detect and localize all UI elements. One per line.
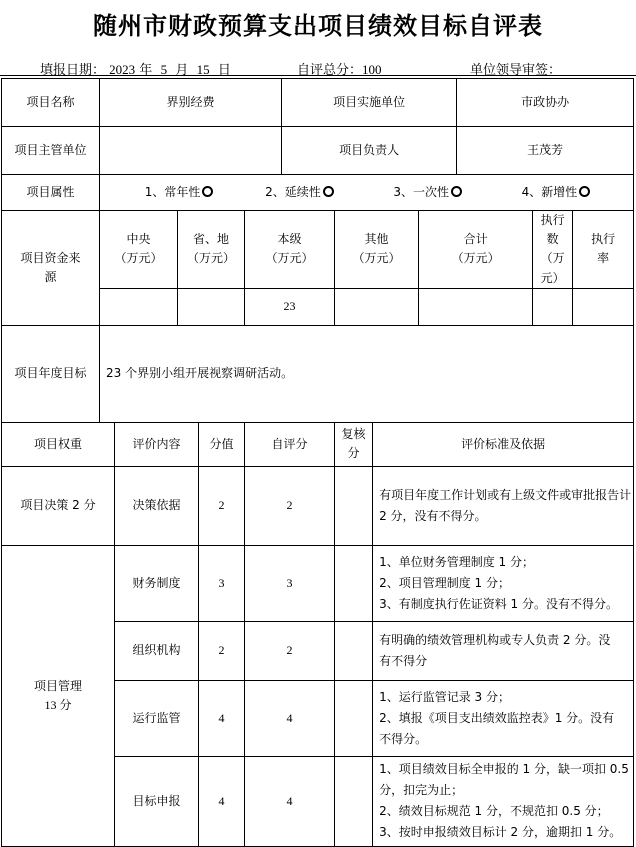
eval-col-weight: 项目权重 bbox=[2, 422, 115, 466]
funds-col-total: 合计 （万元） bbox=[419, 211, 533, 289]
mgmt-review-score-target bbox=[335, 756, 373, 846]
evaluation-table bbox=[1, 78, 634, 847]
radio-icon bbox=[323, 186, 334, 197]
fill-date-month: 5 bbox=[160, 62, 168, 77]
radio-icon bbox=[579, 186, 590, 197]
mgmt-content-finance: 财务制度 bbox=[115, 545, 199, 621]
mgmt-content-org: 组织机构 bbox=[115, 621, 199, 680]
project-name-value: 界别经费 bbox=[100, 79, 282, 127]
decision-criteria: 有项目年度工作计划或有上级文件或审批报告计 2 分，没有不得分。 bbox=[373, 466, 634, 545]
funds-col-other: 其他 （万元） bbox=[335, 211, 419, 289]
mgmt-self-score-finance: 3 bbox=[245, 545, 335, 621]
eval-col-content: 评价内容 bbox=[115, 422, 199, 466]
impl-unit-value: 市政协办 bbox=[457, 79, 634, 127]
funds-col-local: 本级 （万元） bbox=[245, 211, 335, 289]
mgmt-score-monitor: 4 bbox=[199, 680, 245, 756]
funds-val-executed bbox=[533, 288, 573, 325]
management-row bbox=[2, 545, 634, 621]
annual-goal-label: 项目年度目标 bbox=[2, 325, 100, 422]
mgmt-review-score-org bbox=[335, 621, 373, 680]
mgmt-content-target: 目标申报 bbox=[115, 756, 199, 846]
attr-option-new: 4、新增性 bbox=[522, 185, 591, 199]
fill-date-day-unit: 日 bbox=[217, 63, 231, 78]
attr-option-regular: 1、常年性 bbox=[145, 185, 214, 199]
mgmt-self-score-target: 4 bbox=[245, 756, 335, 846]
supervisor-row bbox=[2, 127, 634, 175]
funds-label: 项目资金来源 bbox=[2, 211, 100, 326]
funds-col-exec-rate: 执行 率 bbox=[573, 211, 634, 289]
mgmt-score-target: 4 bbox=[199, 756, 245, 846]
eval-col-review-score: 复核分 bbox=[335, 422, 373, 466]
impl-unit-label: 项目实施单位 bbox=[282, 79, 457, 127]
project-name-label: 项目名称 bbox=[2, 79, 100, 127]
funds-val-total bbox=[419, 288, 533, 325]
total-score-value: 100 bbox=[362, 62, 382, 77]
eval-header-row bbox=[2, 422, 634, 466]
funds-header-row bbox=[2, 211, 634, 289]
funds-val-central bbox=[100, 288, 178, 325]
project-leader-label: 项目负责人 bbox=[282, 127, 457, 175]
decision-row bbox=[2, 466, 634, 545]
decision-review-score bbox=[335, 466, 373, 545]
attr-option-onetime: 3、一次性 bbox=[393, 185, 462, 199]
mgmt-criteria-finance: 1、单位财务管理制度 1 分； 2、项目管理制度 1 分； 3、有制度执行佐证资料 1 分。没有不得分。 bbox=[373, 545, 634, 621]
attr-option-continuing: 2、延续性 bbox=[265, 185, 334, 199]
total-score-label: 自评总分： bbox=[297, 63, 363, 78]
attribute-options bbox=[100, 175, 634, 211]
supervisor-label: 项目主管单位 bbox=[2, 127, 100, 175]
page-title: 随州市财政预算支出项目绩效目标自评表 bbox=[93, 11, 543, 40]
header-rule bbox=[0, 75, 636, 76]
decision-weight: 项目决策 2 分 bbox=[2, 466, 115, 545]
supervisor-value bbox=[100, 127, 282, 175]
mgmt-self-score-monitor: 4 bbox=[245, 680, 335, 756]
attribute-label: 项目属性 bbox=[2, 175, 100, 211]
funds-col-executed: 执行数 （万元） bbox=[533, 211, 573, 289]
project-name-row bbox=[2, 79, 634, 127]
decision-self-score: 2 bbox=[245, 466, 335, 545]
radio-icon bbox=[202, 186, 213, 197]
radio-icon bbox=[451, 186, 462, 197]
leader-review-label: 单位领导审签： bbox=[470, 63, 562, 78]
fill-date-year: 2023 bbox=[109, 62, 136, 77]
mgmt-review-score-monitor bbox=[335, 680, 373, 756]
management-weight: 项目管理 13 分 bbox=[2, 545, 115, 846]
fill-date-day: 15 bbox=[196, 62, 210, 77]
eval-col-criteria: 评价标准及依据 bbox=[373, 422, 634, 466]
funds-col-central: 中央 （万元） bbox=[100, 211, 178, 289]
mgmt-self-score-org: 2 bbox=[245, 621, 335, 680]
decision-content: 决策依据 bbox=[115, 466, 199, 545]
fill-date-year-unit: 年 bbox=[139, 63, 153, 78]
funds-col-province: 省、地 （万元） bbox=[178, 211, 245, 289]
annual-goal-text: 23 个界别小组开展视察调研活动。 bbox=[100, 325, 634, 422]
annual-goal-row bbox=[2, 325, 634, 422]
mgmt-score-finance: 3 bbox=[199, 545, 245, 621]
funds-val-province bbox=[178, 288, 245, 325]
mgmt-criteria-target: 1、项目绩效目标全申报的 1 分，缺一项扣 0.5 分，扣完为止； 2、绩效目标规范 1 分，不规范扣 0.5 分； 3、按时申报绩效目标计 2 分，逾期扣 1 分。 bbox=[373, 756, 634, 846]
mgmt-criteria-monitor: 1、运行监管记录 3 分； 2、填报《项目支出绩效监控表》1 分。没有 不得分。 bbox=[373, 680, 634, 756]
attribute-row bbox=[2, 175, 634, 211]
fill-date-month-unit: 月 bbox=[175, 63, 189, 78]
mgmt-criteria-org: 有明确的绩效管理机构或专人负责 2 分。没 有不得分 bbox=[373, 621, 634, 680]
mgmt-score-org: 2 bbox=[199, 621, 245, 680]
mgmt-content-monitor: 运行监管 bbox=[115, 680, 199, 756]
funds-val-other bbox=[335, 288, 419, 325]
mgmt-review-score-finance bbox=[335, 545, 373, 621]
fill-date-label: 填报日期： bbox=[40, 63, 106, 78]
eval-col-score: 分值 bbox=[199, 422, 245, 466]
eval-col-self-score: 自评分 bbox=[245, 422, 335, 466]
decision-score: 2 bbox=[199, 466, 245, 545]
project-leader-value: 王茂芳 bbox=[457, 127, 634, 175]
funds-val-exec-rate bbox=[573, 288, 634, 325]
funds-val-local: 23 bbox=[245, 288, 335, 325]
